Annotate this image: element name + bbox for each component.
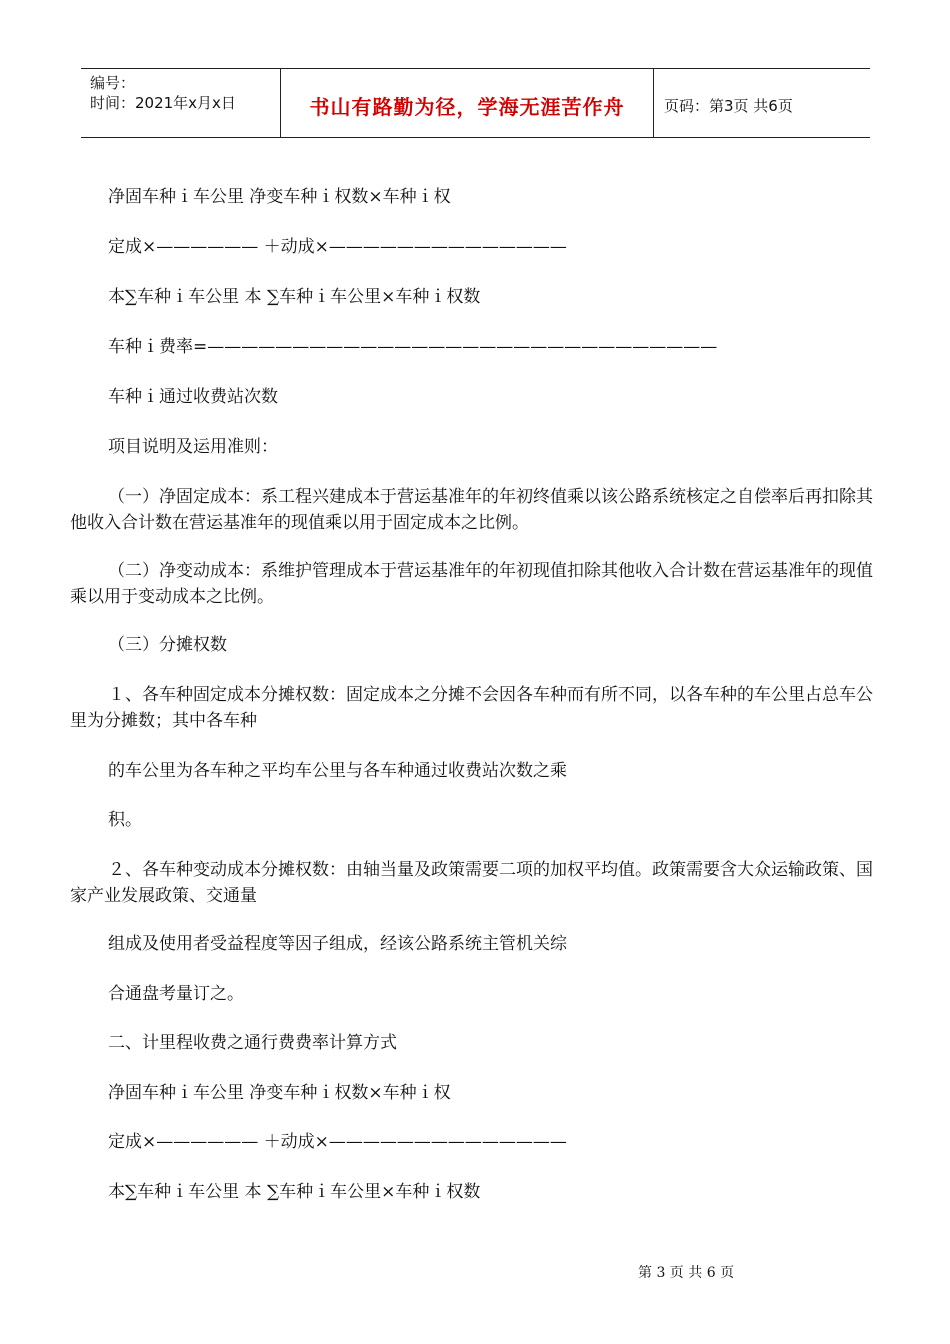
section-heading-2: 二、计里程收费之通行费费率计算方式: [108, 1033, 397, 1053]
page-header: [81, 68, 870, 138]
formula-line-2: 定成×—————— ＋动成×——————————————: [108, 237, 567, 257]
document-date: 时间：2021年x月x日: [90, 94, 236, 112]
page-footer: 第 3 页 共 6 页: [638, 1265, 735, 1281]
formula-line-5: 车种ｉ通过收费站次数: [108, 387, 278, 407]
formula-line-14: 定成×—————— ＋动成×——————————————: [108, 1132, 567, 1152]
paragraph-variable-cost: （二）净变动成本：系维护管理成本于营运基准年的年初现值扣除其他收入合计数在营运基准年的现值乘以用于变动成本之比例。: [70, 561, 873, 607]
formula-line-3: 本∑车种ｉ车公里 本 ∑车种ｉ车公里×车种ｉ权数: [108, 287, 481, 307]
formula-line-4: 车种ｉ费率=——————————————————————————————: [108, 337, 718, 357]
header-motto: 书山有路勤为径，学海无涯苦作舟: [281, 69, 654, 137]
paragraph-variable-weight: ２、各车种变动成本分摊权数：由轴当量及政策需要二项的加权平均值。政策需要含大众运输政策、国家产业发展政策、交通量: [70, 860, 873, 906]
body-line-8: 的车公里为各车种之平均车公里与各车种通过收费站次数之乘: [108, 761, 567, 781]
section-heading: 项目说明及运用准则：: [108, 437, 278, 457]
formula-line-1: 净固车种ｉ车公里 净变车种ｉ权数×车种ｉ权: [108, 187, 451, 207]
body-line-9: 积。: [108, 810, 142, 830]
paragraph-fixed-weight: １、各车种固定成本分摊权数：固定成本之分摊不会因各车种而有所不同，以各车种的车公里占总车公里为分摊数；其中各车种: [70, 685, 873, 731]
header-page-number: 页码：第3页 共6页: [664, 96, 793, 115]
body-line-10: 组成及使用者受益程度等因子组成，经该公路系统主管机关综: [108, 934, 567, 954]
document-number: 编号：: [90, 74, 136, 92]
header-meta: [81, 69, 281, 137]
formula-line-15: 本∑车种ｉ车公里 本 ∑车种ｉ车公里×车种ｉ权数: [108, 1182, 481, 1202]
formula-line-13: 净固车种ｉ车公里 净变车种ｉ权数×车种ｉ权: [108, 1083, 451, 1103]
subsection-heading: （三）分摊权数: [108, 635, 227, 655]
body-line-11: 合通盘考量订之。: [108, 984, 244, 1004]
paragraph-fixed-cost: （一）净固定成本：系工程兴建成本于营运基准年的年初终值乘以该公路系统核定之自偿率后再扣除其他收入合计数在营运基准年的现值乘以用于固定成本之比例。: [70, 487, 873, 533]
